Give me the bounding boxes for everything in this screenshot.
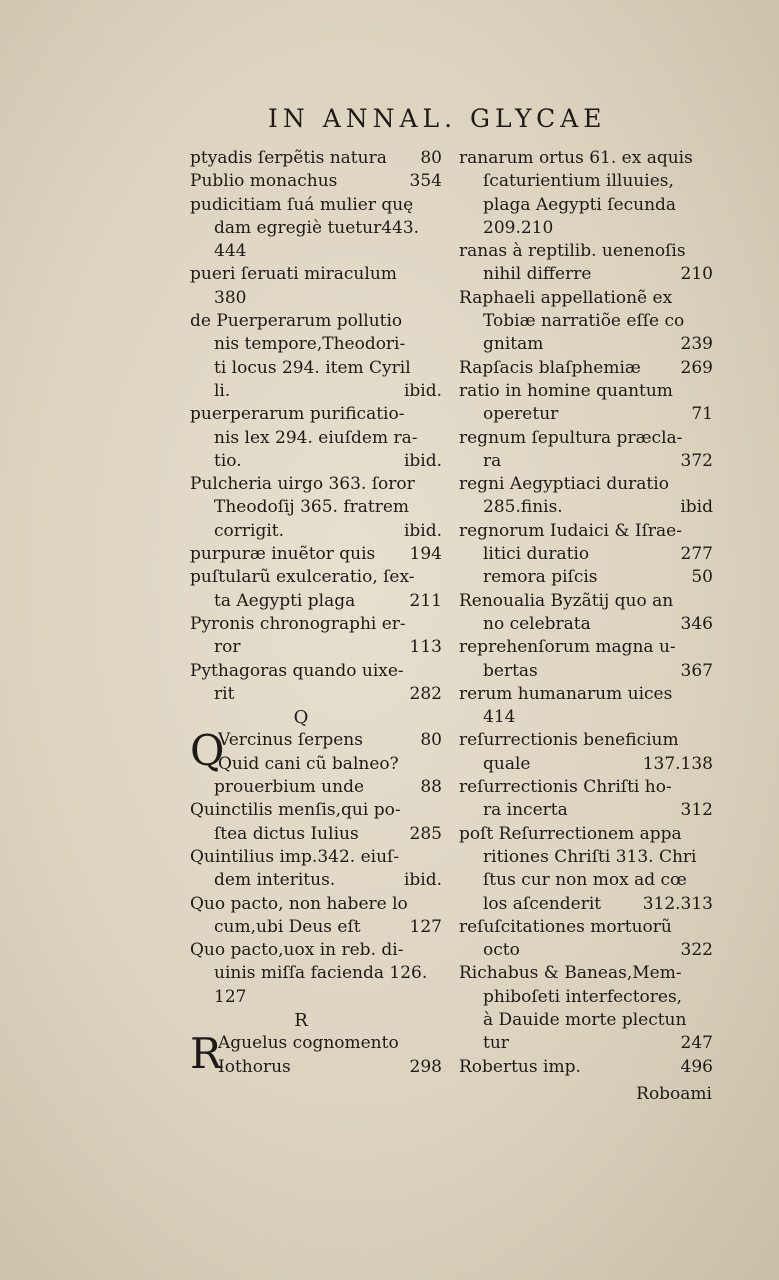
index-line [459,869,713,892]
page-reference: 71 [691,404,713,425]
index-line [190,986,442,1009]
index-entry [190,893,442,940]
entry-text: Aguelus cognomento [218,1033,399,1054]
index-line [218,1056,442,1079]
entry-text: ranas à reptilib. uenenoſis [459,241,686,262]
entry-text: 414 [483,707,516,728]
entry-text: nis tempore,Theodori- [214,334,406,355]
index-line [459,1056,713,1079]
page-reference: ibid. [403,450,442,471]
entry-text: Quid cani cũ balneo? [218,753,399,774]
page-reference: 88 [420,777,442,798]
index-entry [459,776,713,823]
page-reference: 247 [680,1033,713,1054]
page-reference: 239 [680,334,713,355]
index-column-left [190,147,442,1079]
index-entry [459,147,713,240]
letter-heading: Q [293,707,309,729]
index-line [190,403,442,426]
index-line [459,636,713,659]
index-line [459,473,713,496]
index-line [190,263,442,286]
entry-text: uinis miſſa facienda 126. [214,963,428,984]
index-entry [459,357,713,380]
entry-text: Vercinus ſerpens [218,730,363,751]
entry-text: Quo pacto, non habere lo [190,893,408,914]
entry-text: Pulcheria uirgo 363. ſoror [190,474,415,495]
index-line [218,729,442,752]
entry-text: rerum humanarum uices [459,683,673,704]
entry-text: quale [483,753,531,774]
entry-text: ror [214,637,241,658]
entry-text: à Dauide morte plectun [483,1009,687,1030]
entry-text: Renoualia Byzãtij quo an [459,590,674,611]
entry-text: pueri ſeruati miraculum [190,264,397,285]
index-entry [190,263,442,310]
index-line [459,496,713,519]
entry-text: Publio monachus [190,171,338,192]
index-line [190,333,442,356]
entry-text: no celebrata [483,613,591,634]
entry-text: ritiones Chriſti 313. Chri [483,846,697,867]
index-line [190,660,442,683]
entry-text: ſcaturientium illuuies, [483,171,674,192]
index-line [190,590,442,613]
index-entry [459,1056,713,1079]
entry-text: ſtus cur non mox ad cœ [483,870,687,891]
index-line [459,590,713,613]
entry-text: li. [214,380,231,401]
index-entry [190,473,442,543]
entry-text: pudicitiam ſuá mulier quę [190,194,414,215]
entry-text: dem interitus. [214,870,336,891]
page-reference: 80 [420,730,442,751]
entry-text: Rapſacis blaſphemiæ [459,357,641,378]
page-reference: 496 [680,1056,713,1077]
entry-text: los aſcenderit [483,893,602,914]
running-header: IN ANNAL. GLYCAE [268,104,607,133]
page-reference: 137.138 [642,753,713,774]
entry-text: cum,ubi Deus eſt [214,916,361,937]
entry-text: Robertus imp. [459,1056,581,1077]
entry-text: ſtea dictus Iulius [214,823,359,844]
index-line [190,636,442,659]
index-line [459,240,713,263]
entry-text: regnum ſepultura præcla- [459,427,683,448]
index-line [218,1032,442,1055]
entry-text: corrigit. [214,520,285,541]
index-line [190,170,442,193]
entry-text: Richabus & Baneas,Mem- [459,963,682,984]
index-line [459,357,713,380]
index-entry [459,240,713,287]
index-line [459,427,713,450]
index-entry [459,287,713,357]
index-line [190,520,442,543]
entry-text: reprehenſorum magna u- [459,637,676,658]
index-entry [459,566,713,589]
page-reference: 367 [680,660,713,681]
page-reference: 312 [680,800,713,821]
entry-text: poſt Reſurrectionem appa [459,823,682,844]
entry-text: tio. [214,450,242,471]
page-reference: 354 [409,171,442,192]
entry-text: gnitam [483,334,544,355]
entry-text: 444 [214,241,247,262]
index-line [459,566,713,589]
index-line [190,776,442,799]
index-line [459,450,713,473]
catchword: Roboami [636,1084,712,1104]
entry-text: Theodoſij 365. fratrem [214,497,410,518]
index-entry [190,566,442,613]
index-entry [459,427,713,474]
index-line [459,893,713,916]
entry-text: 285.finis. [483,497,563,518]
entry-text: octo [483,940,520,961]
entry-text: tur [483,1033,509,1054]
index-line [190,380,442,403]
drop-capital: Q [190,726,225,776]
page-reference: 322 [680,940,713,961]
entry-text: Pyronis chronographi er- [190,613,406,634]
entry-text: ptyadis ſerpẽtis natura [190,148,387,168]
index-line [459,683,713,706]
index-line [459,846,713,869]
entry-text: nihil differre [483,264,592,285]
page-reference: 194 [409,544,442,565]
index-line [459,776,713,799]
index-line [190,310,442,333]
page-reference: 282 [409,683,442,704]
page-reference: ibid. [403,380,442,401]
index-entry [190,726,442,799]
index-line [459,333,713,356]
entry-text: ranarum ortus 61. ex aquis [459,148,693,168]
index-line [459,520,713,543]
index-line [190,939,442,962]
index-entry [459,916,713,963]
entry-text: rit [214,683,235,704]
index-line [459,217,713,240]
index-line [459,263,713,286]
index-line [190,194,442,217]
entry-text: reſurrectionis beneficium [459,730,679,751]
index-line [190,217,442,240]
page-reference: 372 [680,450,713,471]
index-entry [459,962,713,1055]
entry-text: regni Aegyptiaci duratio [459,474,669,495]
index-entry [459,683,713,730]
entry-text: purpuræ inuẽtor quis [190,544,376,565]
index-line [190,869,442,892]
entry-text: ti locus 294. item Cyril [214,357,411,378]
entry-text: reſurrectionis Chriſti ho- [459,777,672,798]
page-reference: 269 [680,357,713,378]
entry-text: Tobiæ narratiõe eſſe co [483,311,685,332]
entry-text: Quo pacto,uox in reb. di- [190,940,404,961]
index-line [190,450,442,473]
index-line [190,846,442,869]
letter-heading: R [294,1009,308,1031]
index-line [459,403,713,426]
entry-text: 209.210 [483,217,554,238]
entry-text: regnorum Iudaici & Iſrae- [459,520,682,541]
index-line [190,962,442,985]
page-reference: 298 [409,1056,442,1077]
index-line [190,287,442,310]
index-entry [190,147,442,170]
entry-text: ta Aegypti plaga [214,590,356,611]
entry-text: ra [483,450,502,471]
entry-text: 127 [214,986,247,1007]
index-entry [190,613,442,660]
index-entry [190,660,442,707]
page-reference: 277 [680,544,713,565]
index-line [218,753,442,776]
page-reference: 285 [409,823,442,844]
entry-text: nis lex 294. eiuſdem ra- [214,427,418,448]
index-entry [459,636,713,683]
entry-text: Pythagoras quando uixe- [190,660,404,681]
entry-text: reſuſcitationes mortuorũ [459,916,672,937]
index-column-right [459,147,713,1079]
index-line [459,962,713,985]
index-line [190,543,442,566]
entry-text: phiboſeti interfectores, [483,986,683,1007]
index-line [459,939,713,962]
index-line [459,729,713,752]
page-reference: 80 [420,148,442,168]
page-reference: 127 [409,916,442,937]
index-line [190,823,442,846]
index-line [190,357,442,380]
index-line [459,660,713,683]
index-entry [459,590,713,637]
entry-text: de Puerperarum pollutio [190,311,403,332]
index-line [459,986,713,1009]
index-line [459,753,713,776]
index-entry [190,846,442,893]
index-line [190,566,442,589]
index-entry [190,310,442,403]
entry-text: litici duratio [483,544,590,565]
index-line [459,823,713,846]
entry-text: 380 [214,287,247,308]
page-reference: 346 [680,613,713,634]
page-reference: 210 [680,264,713,285]
entry-text: puſtularũ exulceratio, ſex- [190,567,415,588]
index-line [459,147,713,170]
index-entry [190,170,442,193]
page-reference: ibid. [403,520,442,541]
page-reference: ibid. [403,870,442,891]
index-line [459,380,713,403]
index-entry [459,520,713,567]
index-line [459,706,713,729]
index-entry [190,799,442,846]
page-reference: 211 [409,590,442,611]
page-reference: 50 [691,567,713,588]
entry-text: ra incerta [483,800,568,821]
index-line [459,799,713,822]
index-line [190,240,442,263]
entry-text: plaga Aegypti ſecunda [483,194,677,215]
index-entry [459,473,713,520]
index-line [190,916,442,939]
index-entry [459,380,713,427]
page-reference: 312.313 [642,893,713,914]
index-line [190,683,442,706]
index-entry [459,823,713,916]
index-line [459,310,713,333]
page-reference: ibid [680,497,713,518]
index-entry [190,543,442,566]
index-entry [459,729,713,776]
index-line [459,287,713,310]
index-line [459,916,713,939]
index-line [190,613,442,636]
index-line [190,799,442,822]
entry-text: Quinctilis menſis,qui po- [190,800,401,821]
page-reference: 113 [409,637,442,658]
index-line [459,1009,713,1032]
index-line [459,194,713,217]
entry-text: ratio in homine quantum [459,380,673,401]
index-line [190,427,442,450]
entry-text: dam egregiè tuetur443. [214,217,420,238]
index-entry [190,403,442,473]
entry-text: prouerbium unde [214,777,365,798]
index-entry [190,1029,442,1079]
entry-text: Quintilius imp.342. eiuſ- [190,846,400,867]
index-line [459,1032,713,1055]
entry-text: Iothorus [218,1056,291,1077]
index-line [459,543,713,566]
entry-text: bertas [483,660,538,681]
index-entry [190,939,442,1009]
entry-text: puerperarum purificatio- [190,404,405,425]
index-line [190,496,442,519]
drop-capital: R [190,1029,222,1079]
entry-text: Raphaeli appellationẽ ex [459,287,673,308]
index-entry [190,194,442,264]
entry-text: operetur [483,404,559,425]
index-line [190,473,442,496]
index-line [459,613,713,636]
entry-text: remora piſcis [483,567,598,588]
index-line [190,147,442,170]
index-line [459,170,713,193]
index-line [190,893,442,916]
